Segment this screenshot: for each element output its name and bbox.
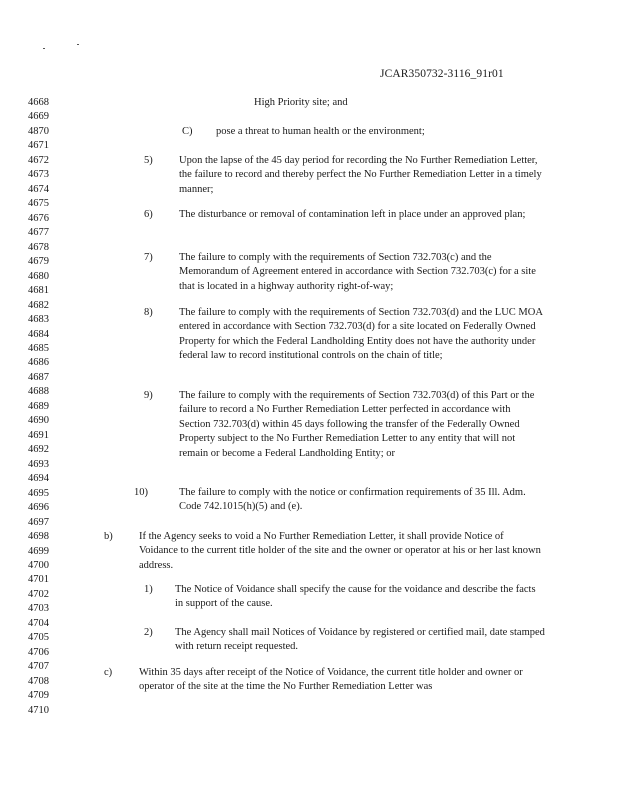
line-number: 4668 bbox=[28, 97, 49, 108]
line-number: 4699 bbox=[28, 545, 49, 557]
line-number: 4689 bbox=[28, 400, 49, 412]
item-marker-10: 10) bbox=[134, 487, 148, 498]
item-marker-8: 8) bbox=[144, 307, 153, 318]
line-number: 4706 bbox=[28, 646, 49, 658]
line-number-column bbox=[28, 96, 58, 718]
line-number: 4683 bbox=[28, 314, 49, 326]
line-number: 4686 bbox=[28, 357, 49, 369]
scan-speck bbox=[43, 48, 45, 49]
item-marker-c: c) bbox=[104, 667, 113, 678]
item-text-c: Within 35 days after receipt of the Notice of Voidance, the current title holder and owner or operator of the site at the time the No Further Remediation Letter was bbox=[139, 667, 523, 693]
line-number: 4690 bbox=[28, 415, 49, 427]
line-number: 4692 bbox=[28, 444, 49, 456]
item-marker-b2: 2) bbox=[144, 627, 153, 638]
item-marker-6: 6) bbox=[144, 209, 153, 220]
line-number: 4695 bbox=[28, 487, 49, 499]
line-number: 4672 bbox=[28, 154, 49, 166]
line-number: 4702 bbox=[28, 588, 49, 600]
line-number: 4685 bbox=[28, 342, 49, 354]
line-number: 4674 bbox=[28, 183, 49, 195]
line-number: 4705 bbox=[28, 632, 49, 644]
scan-speck bbox=[77, 44, 79, 45]
line-number: 4676 bbox=[28, 212, 49, 224]
item-marker-9: 9) bbox=[144, 390, 153, 401]
line-number: 4704 bbox=[28, 617, 49, 629]
line-number: 4684 bbox=[28, 328, 49, 340]
line-number: 4681 bbox=[28, 285, 49, 297]
document-id: JCAR350732-3116_91r01 bbox=[380, 68, 504, 80]
line-number: 4678 bbox=[28, 241, 49, 253]
line-number: 4710 bbox=[28, 704, 49, 716]
item-text-C: pose a threat to human health or the environment; bbox=[216, 126, 425, 137]
line-number: 4694 bbox=[28, 473, 49, 485]
line-number: 4680 bbox=[28, 270, 49, 282]
line-number: 4701 bbox=[28, 574, 49, 586]
item-text-b: If the Agency seeks to void a No Further Remediation Letter, it shall provide Notice of Voidance to the current title holder of the site and the owner or operator at his or her last known address. bbox=[139, 531, 541, 571]
line-number: 4688 bbox=[28, 386, 49, 398]
item-text-10: The failure to comply with the notice or confirmation requirements of 35 Ill. Adm. Code 742.1015(h)(5) and (e). bbox=[179, 487, 526, 513]
line-number: 4669 bbox=[28, 111, 49, 123]
item-marker-5: 5) bbox=[144, 155, 153, 166]
line-number: 4671 bbox=[28, 140, 49, 152]
item-text-7: The failure to comply with the requirements of Section 732.703(c) and the Memorandum of Agreement entered in accordance with Section 732.703(c) for a site that is located in a highway authority right-of-way; bbox=[179, 252, 536, 292]
line-number: 4673 bbox=[28, 169, 49, 181]
line-number: 4707 bbox=[28, 661, 49, 673]
item-text-5: Upon the lapse of the 45 day period for recording the No Further Remediation Letter, the failure to record and thereby perfect the No Further Remediation Letter in a timely manner; bbox=[179, 155, 542, 195]
line-number: 4703 bbox=[28, 603, 49, 615]
item-marker-C: C) bbox=[182, 126, 193, 137]
item-marker-b: b) bbox=[104, 531, 113, 542]
high-priority-line: High Priority site; and bbox=[254, 97, 348, 108]
item-text-b1: The Notice of Voidance shall specify the cause for the voidance and describe the facts in support of the cause. bbox=[175, 584, 536, 610]
line-number: 4697 bbox=[28, 516, 49, 528]
item-marker-7: 7) bbox=[144, 252, 153, 263]
item-marker-b1: 1) bbox=[144, 584, 153, 595]
line-number: 4691 bbox=[28, 429, 49, 441]
item-text-b2: The Agency shall mail Notices of Voidance by registered or certified mail, date stamped with return receipt requested. bbox=[175, 627, 545, 653]
line-number: 4687 bbox=[28, 371, 49, 383]
item-text-6: The disturbance or removal of contamination left in place under an approved plan; bbox=[179, 209, 526, 220]
line-number: 4696 bbox=[28, 502, 49, 514]
line-number: 4682 bbox=[28, 299, 49, 311]
line-number: 4709 bbox=[28, 690, 49, 702]
line-number: 4679 bbox=[28, 256, 49, 268]
line-number: 4870 bbox=[28, 125, 49, 137]
item-text-9: The failure to comply with the requirements of Section 732.703(d) of this Part or the failure to record a No Further Remediation Letter perfected in accordance with Section 732.703(d) within 45 days following the transfer of the Federally Owned Property subject to the No Further Remediation Letter to any entity that will not remain or become a Federal Landholding Entity; or bbox=[179, 390, 535, 459]
line-number: 4693 bbox=[28, 458, 49, 470]
line-number: 4677 bbox=[28, 227, 49, 239]
item-text-8: The failure to comply with the requirements of Section 732.703(d) and the LUC MOA entered in accordance with Section 732.703(d) for a site located on Federally Owned Property for which the Federal Landholding Entity does not have the authority under federal law to record institutional controls on the chain of title; bbox=[179, 307, 543, 362]
line-number: 4698 bbox=[28, 531, 49, 543]
line-number: 4675 bbox=[28, 198, 49, 210]
line-number: 4708 bbox=[28, 675, 49, 687]
line-number: 4700 bbox=[28, 560, 49, 571]
